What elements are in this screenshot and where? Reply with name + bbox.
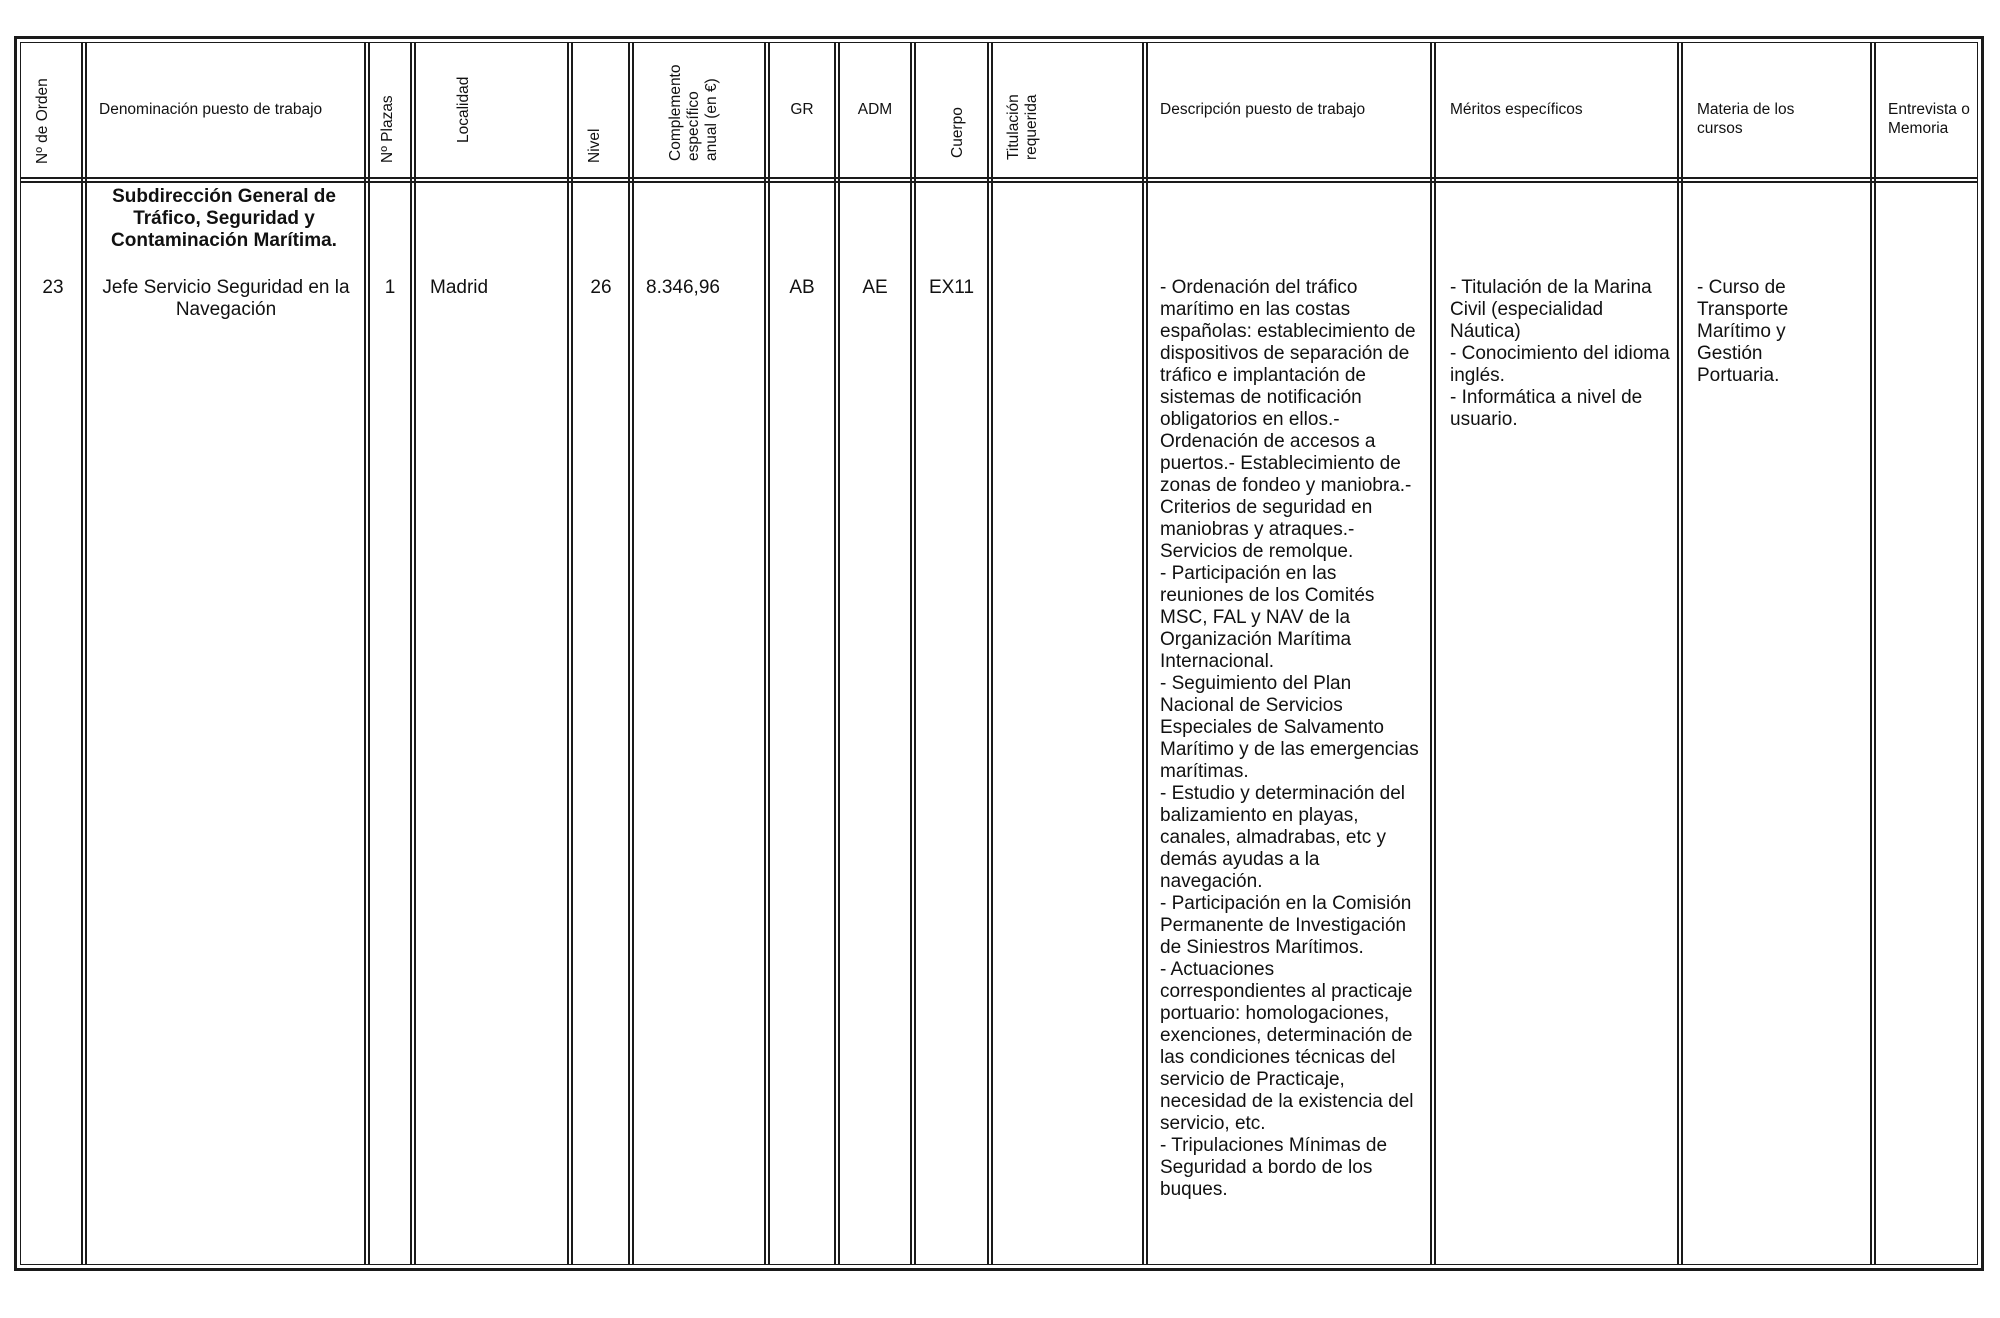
header-gr: GR — [790, 101, 814, 118]
cell-localidad: Madrid — [430, 277, 489, 298]
header-complemento — [667, 65, 721, 162]
cell-adm: AE — [862, 277, 888, 298]
column-divider — [1870, 42, 1876, 1265]
meritos-item: - Informática a nivel de usuario. — [1450, 387, 1643, 430]
cell-complemento: 8.346,96 — [646, 277, 720, 298]
header-localidad: Localidad — [455, 76, 472, 143]
cell-orden: 23 — [42, 277, 64, 298]
cell-gr: AB — [789, 277, 815, 298]
column-divider — [364, 42, 370, 1265]
section-title: Subdirección General de Tráfico, Seguridad y Contaminación Marítima. — [111, 186, 337, 251]
header-denominacion: Denominación puesto de trabajo — [99, 101, 323, 118]
column-divider — [628, 42, 634, 1265]
header-complemento-line: Complemento — [667, 64, 684, 161]
column-divider — [1142, 42, 1148, 1265]
meritos-item: - Conocimiento del idioma inglés. — [1450, 343, 1670, 386]
header-materia: Materia de los cursos — [1697, 101, 1795, 137]
cell-materia: - Curso de Transporte Marítimo y Gestión Portuaria. — [1697, 277, 1789, 386]
header-complemento-line: anual (en €) — [703, 78, 720, 161]
cell-meritos — [1450, 277, 1672, 431]
column-divider — [410, 42, 416, 1265]
column-divider — [910, 42, 916, 1265]
column-divider — [81, 42, 87, 1265]
column-divider — [764, 42, 770, 1265]
column-divider — [1430, 42, 1436, 1265]
header-plazas: Nº Plazas — [379, 95, 396, 163]
cell-nivel: 26 — [590, 277, 612, 298]
header-cuerpo: Cuerpo — [949, 107, 966, 158]
header-separator — [20, 177, 1978, 183]
header-complemento-line: específico — [685, 91, 702, 161]
cell-plazas: 1 — [384, 277, 396, 298]
header-orden: Nº de Orden — [34, 78, 51, 164]
meritos-item: - Titulación de la Marina Civil (especialidad Náutica) — [1450, 277, 1652, 342]
column-divider — [567, 42, 573, 1265]
cell-descripcion: - Ordenación del tráfico marítimo en las costas españolas: establecimiento de dispositivos de separación de tráfico e implantación de sistemas de notificación obligatorios en ellos.- Ordenación de accesos a puertos.- Establecimiento de zonas de fondeo y maniobra.- Criterios de seguridad en maniobras y atraques.- Servicios de remolque. - Participación en las reuniones de los Comités MSC, FAL y NAV de la Organización Marítima Internacional. - Seguimiento del Plan Nacional de Servicios Especiales de Salvamento Marítimo y de las emergencias marítimas. - Estudio y determinación del balizamiento en playas, canales, almadrabas, etc y demás ayudas a la navegación. - Participación en la Comisión Permanente de Investigación de Siniestros Marítimos. - Actuaciones correspondientes al practicaje portuario: homologaciones, exenciones, determinación de las condiciones técnicas del servicio de Practicaje, necesidad de la existencia del servicio, etc. - Tripulaciones Mínimas de Seguridad a bordo de los buques. — [1160, 277, 1419, 1200]
column-divider — [1677, 42, 1683, 1265]
header-titulacion-line: requerida — [1023, 94, 1040, 160]
column-divider — [987, 42, 993, 1265]
header-titulacion — [1005, 94, 1041, 160]
cell-denominacion: Jefe Servicio Seguridad en la Navegación — [102, 277, 350, 320]
column-divider — [834, 42, 840, 1265]
header-descripcion: Descripción puesto de trabajo — [1160, 101, 1366, 118]
header-titulacion-line: Titulación — [1005, 94, 1022, 160]
cell-cuerpo: EX11 — [928, 277, 975, 298]
header-entrevista: Entrevista o Memoria — [1888, 101, 1970, 137]
header-nivel: Nivel — [586, 128, 603, 163]
header-adm: ADM — [857, 101, 893, 118]
header-meritos: Méritos específicos — [1450, 101, 1583, 118]
